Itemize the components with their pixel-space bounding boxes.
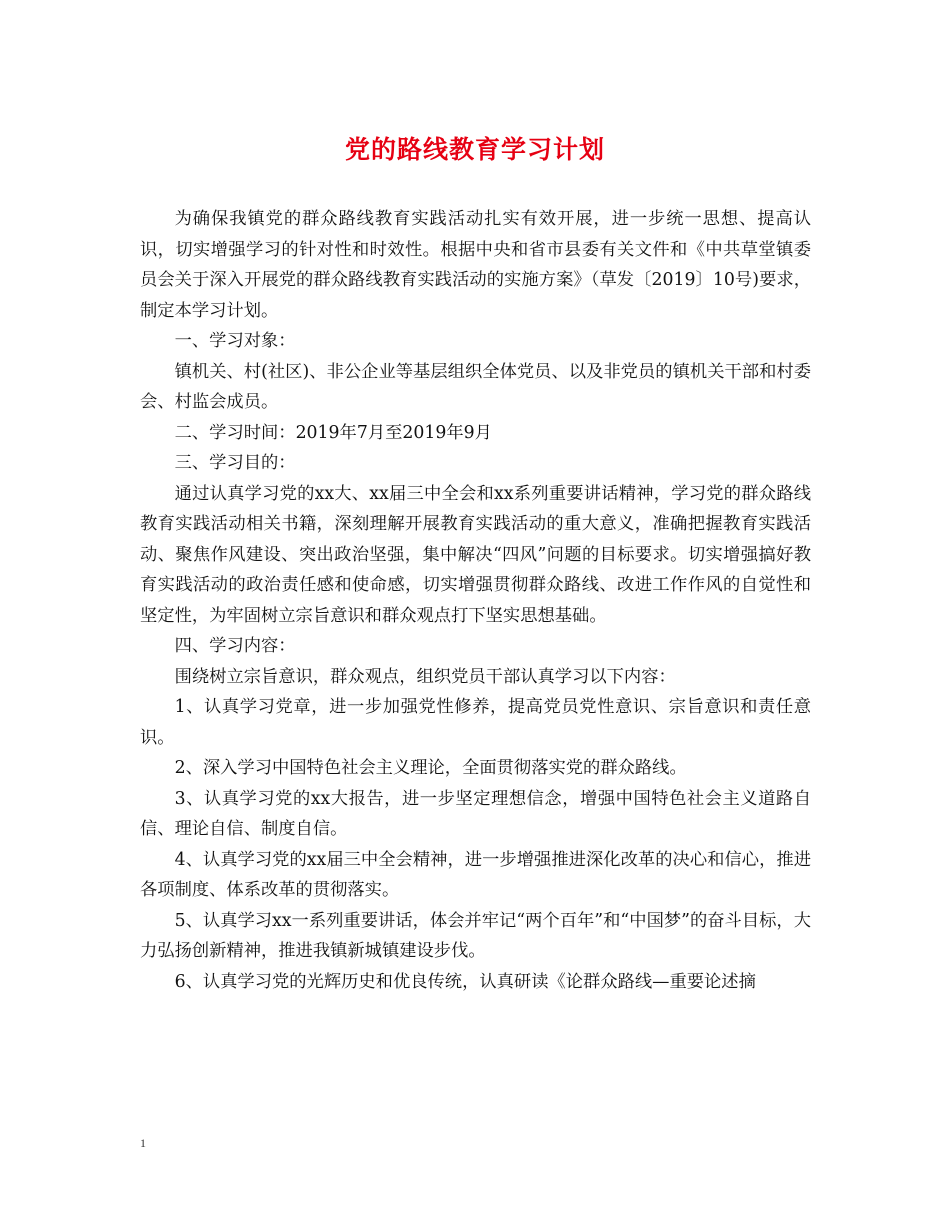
section-heading-study-purpose: 三、学习目的： (174, 453, 296, 473)
document-title: 党的路线教育学习计划 (344, 135, 605, 164)
list-item-5: 5、认真学习xx一系列重要讲话，体会并牢记“两个百年”和“中国梦”的奋斗目标，大力弘扬创新精神，推进我镇新城镇建设步伐。 (140, 910, 811, 961)
paragraph-study-targets: 镇机关、村(社区)、非公企业等基层组织全体党员、以及非党员的镇机关干部和村委会、村监会成员。 (140, 361, 811, 412)
section-heading-study-content: 四、学习内容： (174, 636, 296, 656)
list-item-3: 3、认真学习党的xx大报告，进一步坚定理想信念，增强中国特色社会主义道路自信、理论自信、制度自信。 (140, 788, 811, 839)
paragraph-study-content-intro: 围绕树立宗旨意识，群众观点，组织党员干部认真学习以下内容： (174, 666, 676, 687)
document-body (140, 204, 811, 997)
list-item-6: 6、认真学习党的光辉历史和优良传统，认真研读《论群众路线—重要论述摘 (174, 971, 756, 992)
section-heading-study-targets: 一、学习对象： (174, 331, 296, 351)
paragraph-study-purpose: 通过认真学习党的xx大、xx届三中全会和xx系列重要讲话精神，学习党的群众路线教育实践活动相关书籍，深刻理解开展教育实践活动的重大意义，准确把握教育实践活动、聚焦作风建设、突出政治坚强，集中解决“四风”问题的目标要求。切实增强搞好教育实践活动的政治责任感和使命感，切实增强贯彻群众路线、改进工作作风的自觉性和坚定性，为牢固树立宗旨意识和群众观点打下坚实思想基础。 (140, 483, 811, 626)
page-number: 1 (140, 1136, 146, 1150)
paragraph-intro: 为确保我镇党的群众路线教育实践活动扎实有效开展，进一步统一思想、提高认识，切实增强学习的针对性和时效性。根据中央和省市县委有关文件和《中共草堂镇委员会关于深入开展党的群众路线教育实践活动的实施方案》（草发〔2019〕10号)要求，制定本学习计划。 (140, 209, 811, 321)
section-heading-study-time: 二、学习时间：2019年7月至2019年9月 (174, 422, 492, 443)
list-item-4: 4、认真学习党的xx届三中全会精神，进一步增强推进深化改革的决心和信心，推进各项制度、体系改革的贯彻落实。 (140, 849, 811, 900)
list-item-2: 2、深入学习中国特色社会主义理论，全面贯彻落实党的群众路线。 (174, 758, 687, 778)
list-item-1: 1、认真学习党章，进一步加强党性修养，提高党员党性意识、宗旨意识和责任意识。 (140, 697, 811, 748)
